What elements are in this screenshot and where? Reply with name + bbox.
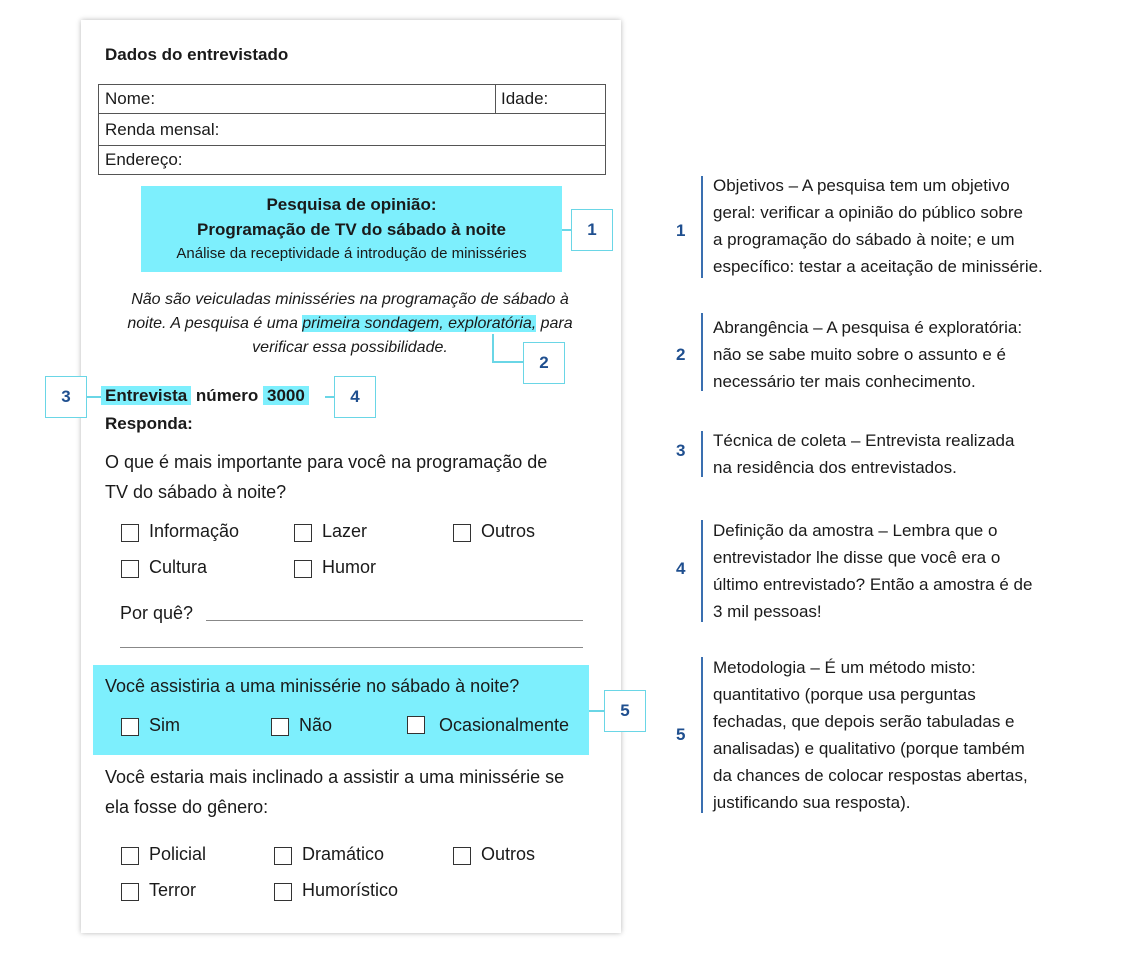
note-3-line: Técnica de coleta – Entrevista realizada bbox=[713, 431, 1015, 450]
note-5-line: justificando sua resposta). bbox=[713, 793, 911, 812]
intro-line2-b: para bbox=[536, 315, 573, 332]
note-4-line: 3 mil pessoas! bbox=[713, 602, 822, 621]
checkbox-outros-q1[interactable] bbox=[453, 524, 471, 542]
option-ocasionalmente: Ocasionalmente bbox=[439, 715, 570, 735]
note-1-bar bbox=[701, 176, 703, 278]
callout-2-connector-v bbox=[492, 334, 494, 362]
note-4-line: Definição da amostra – Lembra que o bbox=[713, 521, 998, 540]
note-5 bbox=[713, 654, 1093, 816]
respondent-form bbox=[98, 84, 606, 175]
option-sim: Sim bbox=[149, 715, 180, 735]
checkbox-outros-q3[interactable] bbox=[453, 847, 471, 865]
note-3-number: 3 bbox=[676, 441, 686, 460]
option-nao: Não bbox=[299, 715, 333, 735]
renda-label: Renda mensal: bbox=[105, 120, 220, 139]
question-3 bbox=[105, 762, 564, 822]
checkbox-dramatico[interactable] bbox=[274, 847, 292, 865]
note-5-line: quantitativo (porque usa perguntas bbox=[713, 685, 976, 704]
callout-1: 1 bbox=[571, 209, 613, 251]
note-1-line: Objetivos – A pesquisa tem um objetivo bbox=[713, 176, 1010, 195]
note-1-line: específico: testar a aceitação de minissérie. bbox=[713, 257, 1043, 276]
note-1-line: geral: verificar a opinião do público sobre bbox=[713, 203, 1023, 222]
option-informacao: Informação bbox=[149, 521, 240, 541]
why-label: Por quê? bbox=[120, 603, 194, 623]
form-divider bbox=[495, 85, 496, 114]
interview-label: Entrevista bbox=[101, 386, 191, 405]
note-4-bar bbox=[701, 520, 703, 622]
option-dramatico: Dramático bbox=[302, 844, 385, 864]
option-humor: Humor bbox=[322, 557, 377, 577]
form-row-nome bbox=[99, 85, 605, 114]
note-3-bar bbox=[701, 431, 703, 477]
checkbox-terror[interactable] bbox=[121, 883, 139, 901]
note-4 bbox=[713, 517, 1093, 625]
note-1 bbox=[713, 172, 1093, 280]
note-2-line: não se sabe muito sobre o assunto e é bbox=[713, 345, 1006, 364]
question-1 bbox=[105, 447, 547, 507]
note-3-line: na residência dos entrevistados. bbox=[713, 458, 957, 477]
option-outros-q1: Outros bbox=[481, 521, 536, 541]
checkbox-informacao[interactable] bbox=[121, 524, 139, 542]
why-answer-line-1[interactable] bbox=[206, 620, 583, 621]
note-5-bar bbox=[701, 657, 703, 813]
title-line2: Programação de TV do sábado à noite bbox=[197, 220, 506, 239]
checkbox-ocasionalmente[interactable] bbox=[407, 716, 425, 734]
note-5-line: analisadas) e qualitativo (porque também bbox=[713, 739, 1025, 758]
note-1-line: a programação do sábado à noite; e um bbox=[713, 230, 1015, 249]
intro-highlight: primeira sondagem, exploratória, bbox=[302, 315, 537, 332]
title-line3: Análise da receptividade á introdução de minisséries bbox=[176, 245, 527, 262]
callout-2-connector-h bbox=[492, 361, 524, 363]
checkbox-humoristico[interactable] bbox=[274, 883, 292, 901]
callout-4: 4 bbox=[334, 376, 376, 418]
intro-line2 bbox=[100, 312, 600, 336]
question-2: Você assistiria a uma minissérie no sábado à noite? bbox=[105, 676, 520, 696]
checkbox-policial[interactable] bbox=[121, 847, 139, 865]
survey-title-box bbox=[141, 186, 562, 272]
callout-2: 2 bbox=[523, 342, 565, 384]
callout-3-connector bbox=[87, 396, 101, 398]
note-4-line: entrevistador lhe disse que você era o bbox=[713, 548, 1001, 567]
form-row-renda bbox=[99, 114, 605, 146]
note-1-number: 1 bbox=[676, 221, 686, 240]
checkbox-cultura[interactable] bbox=[121, 560, 139, 578]
note-4-line: último entrevistado? Então a amostra é de bbox=[713, 575, 1033, 594]
option-terror: Terror bbox=[149, 880, 197, 900]
note-3 bbox=[713, 427, 1093, 481]
why-answer-line-2[interactable] bbox=[120, 647, 583, 648]
respond-label: Responda: bbox=[105, 414, 193, 433]
question-1-line2: TV do sábado à noite? bbox=[105, 482, 287, 502]
question-3-line2: ela fosse do gênero: bbox=[105, 797, 269, 817]
checkbox-sim[interactable] bbox=[121, 718, 139, 736]
option-outros-q3: Outros bbox=[481, 844, 536, 864]
note-2-line: Abrangência – A pesquisa é exploratória: bbox=[713, 318, 1023, 337]
form-heading: Dados do entrevistado bbox=[105, 45, 289, 64]
note-5-number: 5 bbox=[676, 725, 686, 744]
callout-5-connector bbox=[589, 710, 605, 712]
note-2-bar bbox=[701, 313, 703, 391]
note-2-number: 2 bbox=[676, 345, 686, 364]
checkbox-nao[interactable] bbox=[271, 718, 289, 736]
checkbox-humor[interactable] bbox=[294, 560, 312, 578]
note-4-number: 4 bbox=[676, 559, 686, 578]
callout-3: 3 bbox=[45, 376, 87, 418]
note-5-line: da chances de colocar respostas abertas, bbox=[713, 766, 1028, 785]
title-line1: Pesquisa de opinião: bbox=[266, 195, 437, 214]
option-cultura: Cultura bbox=[149, 557, 208, 577]
interview-line bbox=[101, 384, 309, 408]
option-lazer: Lazer bbox=[322, 521, 368, 541]
question-1-line1: O que é mais importante para você na programação de bbox=[105, 452, 548, 472]
endereco-label: Endereço: bbox=[105, 150, 183, 169]
option-policial: Policial bbox=[149, 844, 207, 864]
interview-number: 3000 bbox=[263, 386, 309, 405]
intro-line2-a: noite. A pesquisa é uma bbox=[127, 315, 303, 332]
intro-line3: verificar essa possibilidade. bbox=[252, 339, 448, 356]
question-3-line1: Você estaria mais inclinado a assistir a uma minissérie se bbox=[105, 767, 565, 787]
idade-label: Idade: bbox=[501, 89, 549, 108]
note-2 bbox=[713, 314, 1093, 395]
intro-line1: Não são veiculadas minisséries na programação de sábado à bbox=[131, 291, 569, 308]
note-5-line: Metodologia – É um método misto: bbox=[713, 658, 976, 677]
form-row-endereco bbox=[99, 146, 605, 175]
checkbox-lazer[interactable] bbox=[294, 524, 312, 542]
callout-5: 5 bbox=[604, 690, 646, 732]
nome-label: Nome: bbox=[105, 89, 156, 108]
interview-label-rest: número bbox=[191, 386, 263, 405]
note-5-line: fechadas, que depois serão tabuladas e bbox=[713, 712, 1015, 731]
option-humoristico: Humorístico bbox=[302, 880, 399, 900]
note-2-line: necessário ter mais conhecimento. bbox=[713, 372, 976, 391]
